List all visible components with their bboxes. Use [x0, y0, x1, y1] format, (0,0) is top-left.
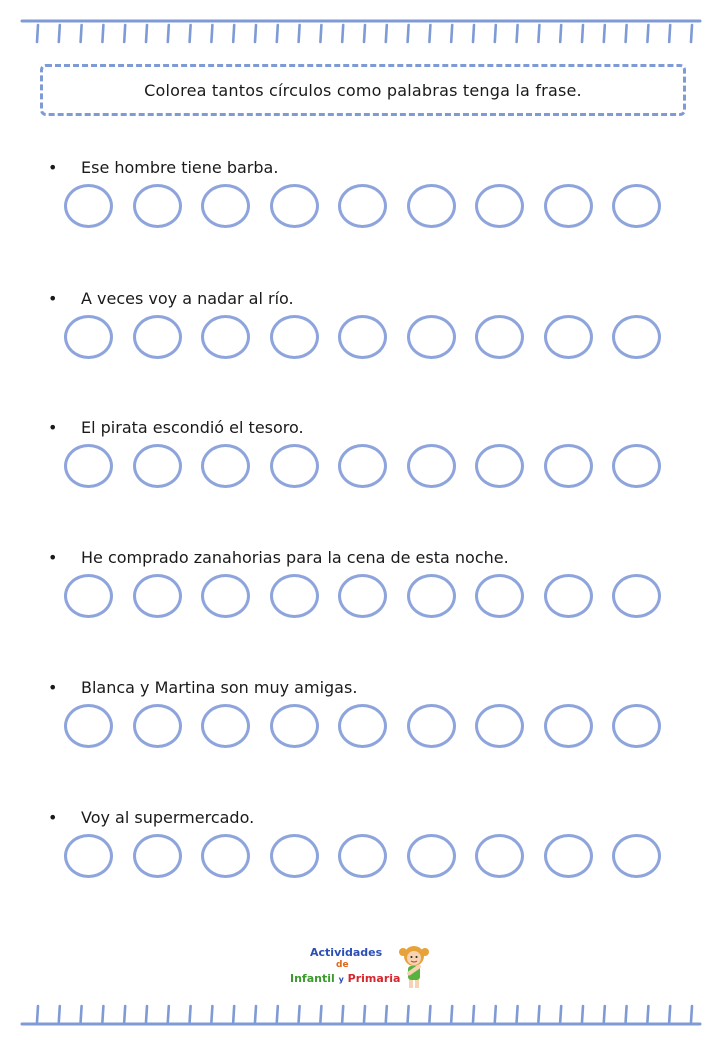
ruler-tick	[81, 1006, 82, 1022]
color-circle[interactable]	[544, 184, 593, 228]
color-circle[interactable]	[612, 184, 661, 228]
color-circle[interactable]	[133, 834, 182, 878]
ruler-tick	[102, 25, 103, 42]
logo-word-infantil: Infantil	[290, 972, 335, 985]
circle-row	[64, 315, 661, 359]
exercise-5	[0, 675, 720, 785]
color-circle[interactable]	[270, 704, 319, 748]
color-circle[interactable]	[612, 704, 661, 748]
color-circle[interactable]	[407, 834, 456, 878]
color-circle[interactable]	[475, 315, 524, 359]
ruler-tick	[233, 25, 234, 42]
color-circle[interactable]	[612, 834, 661, 878]
color-circle[interactable]	[544, 834, 593, 878]
exercise-4	[0, 545, 720, 655]
color-circle[interactable]	[544, 315, 593, 359]
ruler-tick	[669, 25, 670, 42]
ruler-tick	[124, 25, 125, 42]
sentence-text: He comprado zanahorias para la cena de esta noche.	[81, 547, 509, 567]
circle-row	[64, 444, 661, 488]
bullet: •	[48, 288, 58, 308]
color-circle[interactable]	[475, 574, 524, 618]
ruler-tick	[146, 1006, 147, 1022]
color-circle[interactable]	[64, 184, 113, 228]
ruler-tick	[190, 1006, 191, 1022]
bullet: •	[48, 157, 58, 177]
ruler-tick	[233, 1006, 234, 1022]
ruler-tick	[691, 1006, 692, 1022]
logo-line-2: de	[336, 960, 349, 970]
sentence-line	[48, 805, 254, 829]
circle-row	[64, 704, 661, 748]
ruler-tick	[59, 1006, 60, 1022]
color-circle[interactable]	[64, 704, 113, 748]
color-circle[interactable]	[338, 704, 387, 748]
color-circle[interactable]	[612, 315, 661, 359]
bullet: •	[48, 677, 58, 697]
color-circle[interactable]	[612, 444, 661, 488]
color-circle[interactable]	[407, 704, 456, 748]
color-circle[interactable]	[133, 184, 182, 228]
sentence-line	[48, 675, 357, 699]
ruler-tick	[604, 1006, 605, 1022]
ruler-tick	[102, 1006, 103, 1022]
ruler-tick	[626, 1006, 627, 1022]
color-circle[interactable]	[544, 574, 593, 618]
color-circle[interactable]	[407, 574, 456, 618]
ruler-tick	[451, 25, 452, 42]
color-circle[interactable]	[64, 834, 113, 878]
color-circle[interactable]	[270, 184, 319, 228]
color-circle[interactable]	[270, 834, 319, 878]
ruler-tick	[517, 1006, 518, 1022]
ruler-tick	[408, 1006, 409, 1022]
ruler-tick	[342, 25, 343, 42]
color-circle[interactable]	[133, 444, 182, 488]
color-circle[interactable]	[201, 444, 250, 488]
ruler-tick	[299, 1006, 300, 1022]
sentence-text: A veces voy a nadar al río.	[81, 288, 294, 308]
color-circle[interactable]	[475, 704, 524, 748]
ruler-tick	[560, 25, 561, 42]
ruler-tick	[386, 1006, 387, 1022]
ruler-tick	[517, 25, 518, 42]
ruler-tick	[647, 1006, 648, 1022]
ruler-tick	[495, 25, 496, 42]
exercise-1	[0, 155, 720, 265]
color-circle[interactable]	[475, 444, 524, 488]
color-circle[interactable]	[338, 574, 387, 618]
color-circle[interactable]	[338, 834, 387, 878]
ruler-tick	[168, 1006, 169, 1022]
color-circle[interactable]	[201, 184, 250, 228]
ruler-tick	[669, 1006, 670, 1022]
bullet: •	[48, 417, 58, 437]
color-circle[interactable]	[338, 315, 387, 359]
color-circle[interactable]	[201, 704, 250, 748]
ruler-tick	[582, 1006, 583, 1022]
color-circle[interactable]	[133, 315, 182, 359]
color-circle[interactable]	[270, 444, 319, 488]
color-circle[interactable]	[338, 444, 387, 488]
ruler-tick	[320, 1006, 321, 1022]
ruler-tick	[582, 25, 583, 42]
logo-word-y: y	[338, 975, 344, 984]
bottom-ruler-border	[0, 998, 720, 1038]
ruler-tick	[364, 25, 365, 42]
circle-row	[64, 574, 661, 618]
ruler-tick	[429, 25, 430, 42]
color-circle[interactable]	[270, 574, 319, 618]
ruler-tick	[342, 1006, 343, 1022]
color-circle[interactable]	[64, 315, 113, 359]
sentence-line	[48, 286, 294, 310]
sentence-text: Ese hombre tiene barba.	[81, 157, 279, 177]
exercise-2	[0, 286, 720, 396]
ruler-tick	[81, 25, 82, 42]
ruler-tick	[255, 25, 256, 42]
girl-mascot-icon	[398, 944, 430, 990]
sentence-line	[48, 415, 304, 439]
ruler-tick	[364, 1006, 365, 1022]
ruler-tick	[473, 1006, 474, 1022]
ruler-tick	[626, 25, 627, 42]
ruler-tick	[277, 25, 278, 42]
instructions-box	[40, 64, 686, 116]
color-circle[interactable]	[544, 444, 593, 488]
ruler-tick	[37, 25, 38, 42]
ruler-tick	[255, 1006, 256, 1022]
color-circle[interactable]	[407, 444, 456, 488]
ruler-tick	[451, 1006, 452, 1022]
ruler-tick	[37, 1006, 38, 1022]
ruler-tick	[386, 25, 387, 42]
ruler-tick	[429, 1006, 430, 1022]
site-logo	[290, 944, 440, 990]
ruler-tick	[691, 25, 692, 42]
circle-row	[64, 834, 661, 878]
logo-line-1: Actividades	[310, 946, 383, 959]
ruler-tick	[146, 25, 147, 42]
color-circle[interactable]	[338, 184, 387, 228]
color-circle[interactable]	[544, 704, 593, 748]
ruler-tick	[560, 1006, 561, 1022]
bullet: •	[48, 807, 58, 827]
color-circle[interactable]	[612, 574, 661, 618]
ruler-tick	[538, 25, 539, 42]
exercise-3	[0, 415, 720, 525]
ruler-tick	[190, 25, 191, 42]
ruler-tick	[59, 25, 60, 42]
ruler-tick	[604, 25, 605, 42]
color-circle[interactable]	[64, 444, 113, 488]
sentence-text: Voy al supermercado.	[81, 807, 255, 827]
ruler-tick	[211, 1006, 212, 1022]
ruler-tick	[320, 25, 321, 42]
color-circle[interactable]	[270, 315, 319, 359]
ruler-tick	[277, 1006, 278, 1022]
sentence-text: Blanca y Martina son muy amigas.	[81, 677, 358, 697]
color-circle[interactable]	[133, 704, 182, 748]
ruler-tick	[299, 25, 300, 42]
color-circle[interactable]	[133, 574, 182, 618]
color-circle[interactable]	[475, 184, 524, 228]
ruler-tick	[495, 1006, 496, 1022]
ruler-tick	[647, 25, 648, 42]
bullet: •	[48, 547, 58, 567]
ruler-tick	[408, 25, 409, 42]
ruler-tick	[473, 25, 474, 42]
color-circle[interactable]	[201, 574, 250, 618]
color-circle[interactable]	[475, 834, 524, 878]
logo-line-3	[290, 972, 400, 985]
ruler-tick	[211, 25, 212, 42]
ruler-tick	[168, 25, 169, 42]
instructions-text: Colorea tantos círculos como palabras tenga la frase.	[144, 80, 582, 100]
top-ruler-border	[0, 16, 720, 56]
exercise-6	[0, 805, 720, 915]
ruler-tick	[538, 1006, 539, 1022]
color-circle[interactable]	[64, 574, 113, 618]
ruler-tick	[124, 1006, 125, 1022]
sentence-line	[48, 545, 509, 569]
color-circle[interactable]	[407, 184, 456, 228]
logo-word-primaria: Primaria	[347, 972, 401, 985]
color-circle[interactable]	[407, 315, 456, 359]
color-circle[interactable]	[201, 834, 250, 878]
sentence-text: El pirata escondió el tesoro.	[81, 417, 304, 437]
circle-row	[64, 184, 661, 228]
sentence-line	[48, 155, 278, 179]
color-circle[interactable]	[201, 315, 250, 359]
